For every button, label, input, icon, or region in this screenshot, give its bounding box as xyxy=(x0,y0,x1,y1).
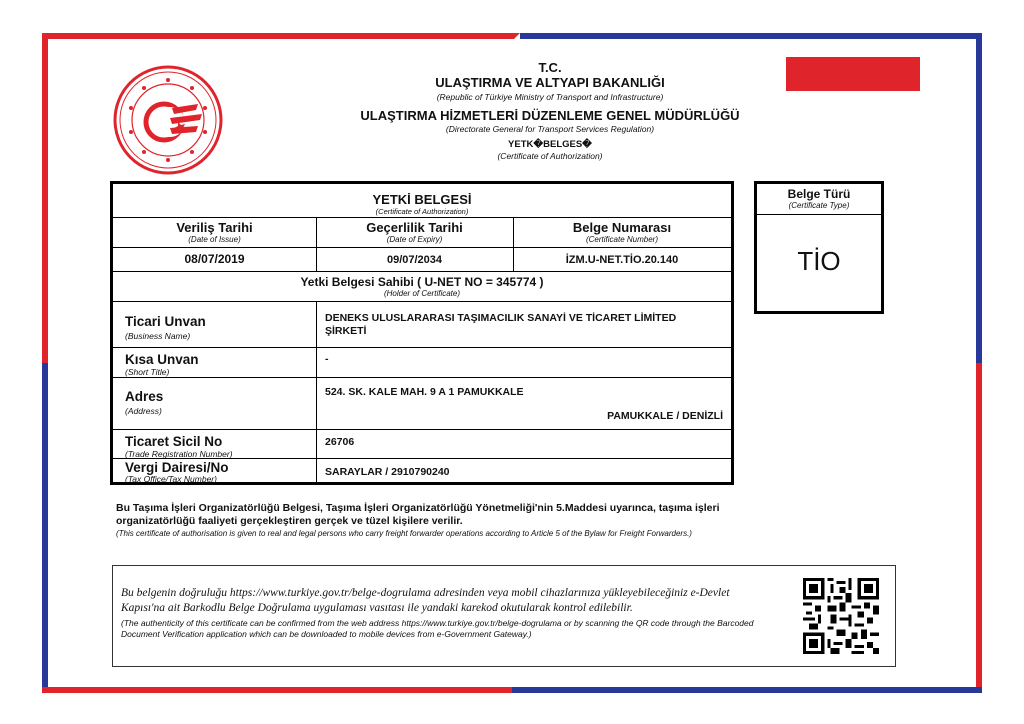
directorate-heading: ULAŞTIRMA HİZMETLERİ DÜZENLEME GENEL MÜDÜRLÜĞÜ xyxy=(360,108,740,123)
tax-office-value: SARAYLAR / 2910790240 xyxy=(325,466,450,478)
ministry-seal-icon xyxy=(112,64,224,176)
address-value: 524. SK. KALE MAH. 9 A 1 PAMUKKALE xyxy=(325,386,524,398)
business-name-label-en: (Business Name) xyxy=(125,331,191,341)
legal-note-en: (This certificate of authorisation is given to real and legal persons who carry freight forwarder operations according to Article 5 of the Bylaw for Freight Forwarders.) xyxy=(116,529,692,538)
cert-number-value: İZM.U-NET.TİO.20.140 xyxy=(565,254,679,266)
doc-title-en: (Certificate of Authorization) xyxy=(497,151,603,161)
cert-number-label-en: (Certificate Number) xyxy=(585,235,658,244)
short-title-label-en: (Short Title) xyxy=(125,367,170,377)
verification-text-en: (The authenticity of this certificate can be confirmed from the web address https://www.turkiye.gov.tr/belge-dogrulama or by scanning the QR code through the Barcoded Document Verification application which can be downloaded to mobile devices from e-Government Gateway.) xyxy=(121,618,754,639)
address-label-en: (Address) xyxy=(125,406,162,416)
type-label: Belge Türü xyxy=(787,187,851,201)
type-label-en: (Certificate Type) xyxy=(788,201,850,210)
tax-office-label-en: (Tax Office/Tax Number) xyxy=(125,474,217,484)
trade-reg-value: 26706 xyxy=(325,436,355,448)
table-title: YETKİ BELGESİ xyxy=(372,192,472,207)
type-value: TİO xyxy=(797,246,841,276)
expiry-date-label-en: (Date of Expiry) xyxy=(386,235,443,244)
ministry-heading: ULAŞTIRMA VE ALTYAPI BAKANLIĞI xyxy=(435,75,665,90)
short-title-value: - xyxy=(325,353,329,365)
doc-title: YETK�BELGES� xyxy=(508,139,592,150)
tc-heading: T.C. xyxy=(538,60,562,75)
address-city-value: PAMUKKALE / DENİZLİ xyxy=(607,410,723,422)
issue-date-label-en: (Date of Issue) xyxy=(188,235,241,244)
verification-text: Bu belgenin doğruluğu https://www.turkiye.gov.tr/belge-dogrulama adresinden veya mobil cihazlarınıza yükleyebileceğiniz e-Devlet Kapısı'na ait Barkodlu Belge Doğrulama uygulaması vasıtası ile yandaki karekod okutularak kontrol edilebilir. xyxy=(121,587,730,614)
short-title-label: Kısa Unvan xyxy=(125,352,199,367)
cert-number-label: Belge Numarası xyxy=(572,220,672,235)
business-name-value: DENEKS ULUSLARARASI TAŞIMACILIK SANAYİ VE TİCARET LİMİTED ŞİRKETİ xyxy=(325,312,677,337)
verification-box xyxy=(112,565,896,667)
expiry-date-value: 09/07/2034 xyxy=(386,254,443,266)
issue-date-label: Veriliş Tarihi xyxy=(176,220,253,235)
holder-heading-en: (Holder of Certificate) xyxy=(383,289,461,298)
trade-reg-label-en: (Trade Registration Number) xyxy=(125,449,233,459)
directorate-heading-en: (Directorate General for Transport Services Regulation) xyxy=(445,124,655,134)
certificate-table xyxy=(110,181,734,485)
ministry-heading-en: (Republic of Türkiye Ministry of Transport and Infrastructure) xyxy=(436,92,664,102)
issue-date-value: 08/07/2019 xyxy=(184,252,245,266)
trade-reg-label: Ticaret Sicil No xyxy=(125,434,223,449)
qr-code-icon[interactable] xyxy=(803,578,879,654)
address-label: Adres xyxy=(125,389,164,404)
tax-office-label: Vergi Dairesi/No xyxy=(125,460,229,475)
legal-note: Bu Taşıma İşleri Organizatörlüğü Belgesi, Taşıma İşleri Organizatörlüğü Yönetmeliği'nin 5.Maddesi uyarınca, taşıma işleri organizatörlüğü faaliyeti gerçekleştiren gerçek ve tüzel kişilere verilir. xyxy=(116,502,720,527)
table-title-en: (Certificate of Authorization) xyxy=(375,207,469,216)
certificate-type-box xyxy=(754,181,884,314)
expiry-date-label: Geçerlilik Tarihi xyxy=(366,220,463,235)
holder-heading: Yetki Belgesi Sahibi ( U-NET NO = 345774 ) xyxy=(300,275,544,289)
business-name-label: Ticari Unvan xyxy=(125,314,206,329)
